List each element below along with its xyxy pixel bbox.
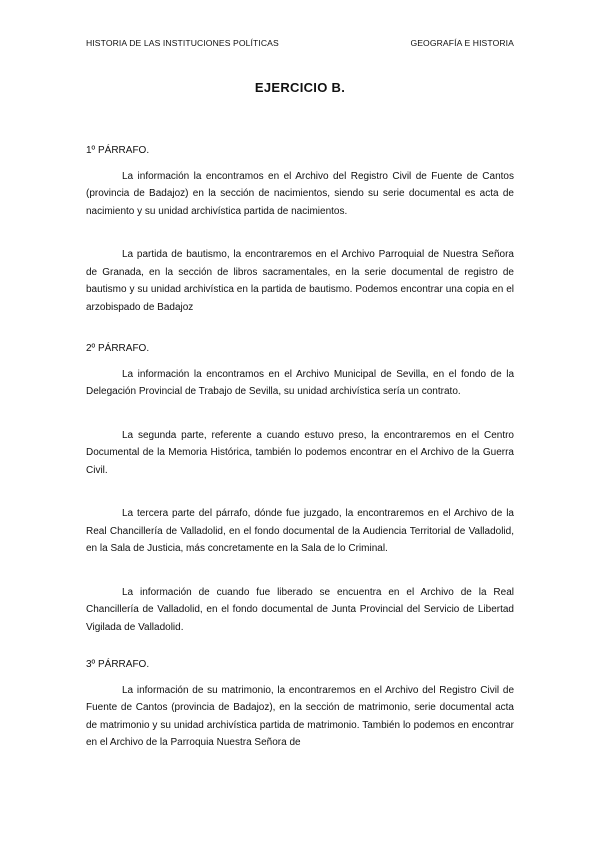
page-header	[86, 38, 514, 48]
paragraph: La información de cuando fue liberado se encuentra en el Archivo de la Real Chancillería de Valladolid, en el fondo documental de Junta Provincial del Servicio de Libertad Vigilada de Valladolid.	[86, 586, 514, 633]
paragraph: La segunda parte, referente a cuando estuvo preso, la encontraremos en el Centro Documental de la Memoria Histórica, también lo podemos encontrar en el Archivo de la Guerra Civil.	[86, 429, 514, 476]
section-heading: 2º PÁRRAFO.	[86, 343, 150, 354]
paragraph: La partida de bautismo, la encontraremos en el Archivo Parroquial de Nuestra Señora de Granada, en la sección de libros sacramentales, en la serie documental de registro de bautismo y su unidad archivística en la partida de bautismo. Podemos encontrar una copia en el arzobispado de Badajoz	[86, 249, 514, 313]
document-body	[86, 142, 514, 752]
section-3	[86, 656, 514, 752]
document-title: EJERCICIO B.	[254, 80, 346, 95]
header-right: GEOGRAFÍA E HISTORIA	[410, 38, 514, 48]
paragraph: La información de su matrimonio, la encontraremos en el Archivo del Registro Civil de Fuente de Cantos (provincia de Badajoz), en la sección de matrimonio, serie documental acta de matrimonio y su unidad archivística partida de matrimonio. También lo podemos en encontrar en el Archivo de la Parroquia Nuestra Señora de	[86, 684, 514, 748]
section-heading: 3º PÁRRAFO.	[86, 659, 150, 670]
header-left: HISTORIA DE LAS INSTITUCIONES POLÍTICAS	[86, 38, 279, 48]
section-1	[86, 142, 514, 316]
paragraph: La información la encontramos en el Archivo del Registro Civil de Fuente de Cantos (provincia de Badajoz) en la sección de nacimientos, siendo su serie documental es acta de nacimiento y su unidad archivística partida de nacimientos.	[86, 170, 514, 217]
section-2	[86, 340, 514, 636]
section-heading: 1º PÁRRAFO.	[86, 145, 150, 156]
paragraph: La información la encontramos en el Archivo Municipal de Sevilla, en el fondo de la Delegación Provincial de Trabajo de Sevilla, su unidad archivística sería un contrato.	[86, 368, 514, 397]
paragraph: La tercera parte del párrafo, dónde fue juzgado, la encontraremos en el Archivo de la Real Chancillería de Valladolid, en el fondo documental de la Audiencia Territorial de Valladolid, en la Sala de Justicia, más concretamente en la Sala de lo Criminal.	[86, 508, 514, 554]
